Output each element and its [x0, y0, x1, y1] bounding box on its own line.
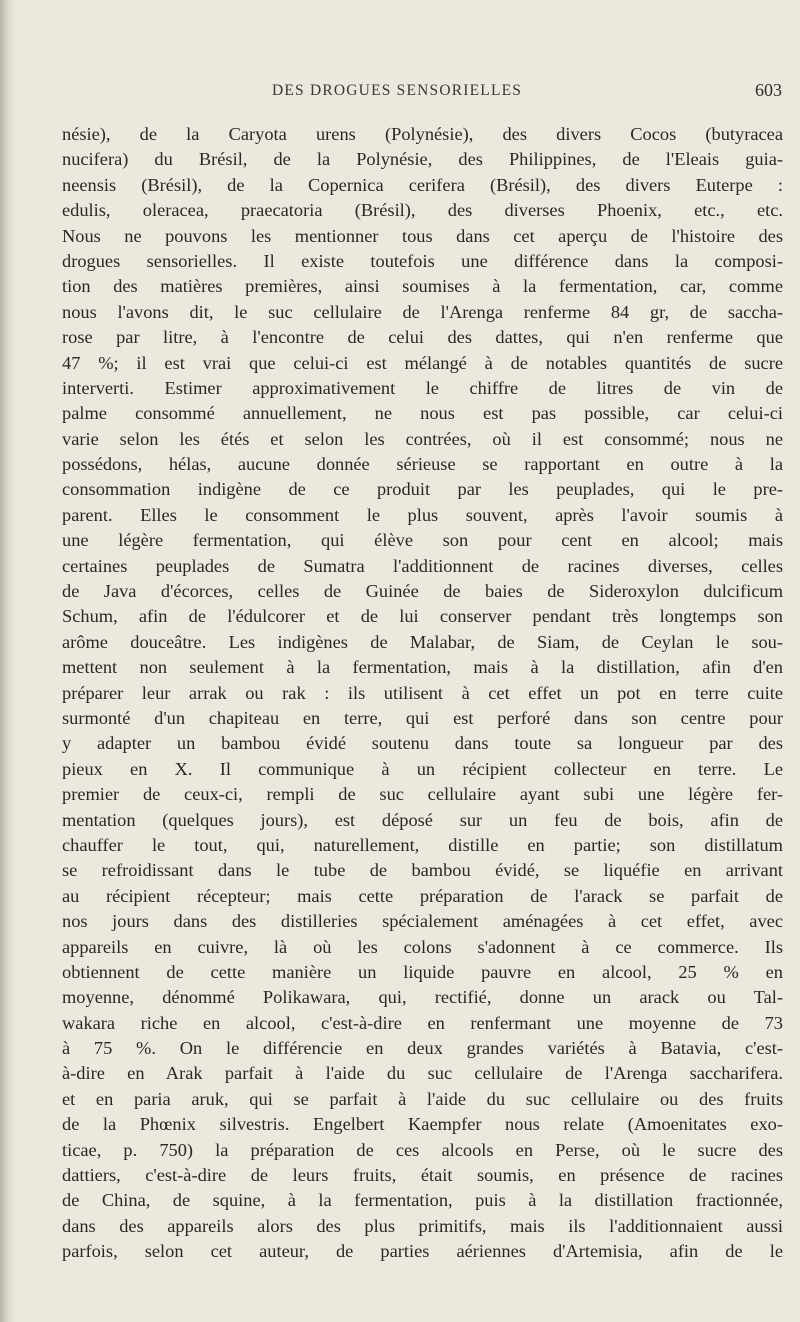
- text-line: possédons, hélas, aucune donnée sérieuse se rapportant en outre à la: [62, 454, 783, 475]
- text-line: à 75 %. On le différencie en deux grandes variétés à Batavia, c'est-: [62, 1038, 783, 1059]
- text-line: Schum, afin de l'édulcorer et de lui conserver pendant très longtemps son: [62, 606, 783, 627]
- text-line: dans des appareils alors des plus primitifs, mais ils l'additionnaient aussi: [62, 1215, 783, 1236]
- text-line: se refroidissant dans le tube de bambou évidé, se liquéfie en arrivant: [62, 860, 783, 881]
- text-line: obtiennent de cette manière un liquide pauvre en alcool, 25 % en: [62, 961, 783, 982]
- text-line: certaines peuplades de Sumatra l'additionnent de racines diverses, celles: [62, 555, 783, 576]
- text-line: surmonté d'un chapiteau en terre, qui est perforé dans son centre pour: [62, 707, 783, 728]
- page-header: [62, 82, 782, 106]
- text-line: pieux en X. Il communique à un récipient collecteur en terre. Le: [62, 758, 783, 779]
- text-line: à-dire en Arak parfait à l'aide du suc cellulaire de l'Arenga saccharifera.: [62, 1063, 783, 1084]
- text-line: préparer leur arrak ou rak : ils utilisent à cet effet un pot en terre cuite: [62, 682, 783, 703]
- text-line: parent. Elles le consomment le plus souvent, après l'avoir soumis à: [62, 504, 783, 525]
- text-line: appareils en cuivre, là où les colons s'adonnent à ce commerce. Ils: [62, 936, 783, 957]
- text-line: dattiers, c'est-à-dire de leurs fruits, était soumis, en présence de racines: [62, 1165, 783, 1186]
- text-line: drogues sensorielles. Il existe toutefois une différence dans la composi-: [62, 250, 783, 271]
- text-line: de la Phœnix silvestris. Engelbert Kaempfer nous relate (Amoenitates exo-: [62, 1114, 783, 1135]
- text-line: edulis, oleracea, praecatoria (Brésil), des diverses Phoenix, etc., etc.: [62, 200, 783, 221]
- text-line: Nous ne pouvons les mentionner tous dans cet aperçu de l'histoire des: [62, 225, 783, 246]
- body-text: [62, 122, 783, 1265]
- text-line: neensis (Brésil), de la Copernica cerifera (Brésil), des divers Euterpe :: [62, 174, 783, 195]
- text-line: au récipient récepteur; mais cette préparation de l'arack se parfait de: [62, 885, 783, 906]
- text-line: et en paria aruk, qui se parfait à l'aide du suc cellulaire ou des fruits: [62, 1088, 783, 1109]
- text-line: 47 %; il est vrai que celui-ci est mélangé à de notables quantités de sucre: [62, 352, 783, 373]
- text-line: ticae, p. 750) la préparation de ces alcools en Perse, où le sucre des: [62, 1139, 783, 1160]
- text-line: mentation (quelques jours), est déposé sur un feu de bois, afin de: [62, 809, 783, 830]
- text-line: parfois, selon cet auteur, de parties aériennes d'Artemisia, afin de le: [62, 1241, 783, 1262]
- text-line: wakara riche en alcool, c'est-à-dire en renfermant une moyenne de 73: [62, 1012, 783, 1033]
- text-line: chauffer le tout, qui, naturellement, distille en partie; son distillatum: [62, 834, 783, 855]
- text-line: rose par litre, à l'encontre de celui des dattes, qui n'en renferme que: [62, 327, 783, 348]
- text-line: nucifera) du Brésil, de la Polynésie, des Philippines, de l'Eleais guia-: [62, 149, 783, 170]
- text-line: une légère fermentation, qui élève son pour cent en alcool; mais: [62, 530, 783, 551]
- page-number: 603: [755, 80, 782, 100]
- text-line: nous l'avons dit, le suc cellulaire de l'Arenga renferme 84 gr, de saccha-: [62, 301, 783, 322]
- text-line: y adapter un bambou évidé soutenu dans toute sa longueur par des: [62, 733, 783, 754]
- text-line: premier de ceux-ci, rempli de suc cellulaire ayant subi une légère fer-: [62, 784, 783, 805]
- text-line: moyenne, dénommé Polikawara, qui, rectifié, donne un arack ou Tal-: [62, 987, 783, 1008]
- text-line: de China, de squine, à la fermentation, puis à la distillation fractionnée,: [62, 1190, 783, 1211]
- text-line: de Java d'écorces, celles de Guinée de baies de Sideroxylon dulcificum: [62, 581, 783, 602]
- text-line: arôme douceâtre. Les indigènes de Malabar, de Siam, de Ceylan le sou-: [62, 631, 783, 652]
- text-line: consommation indigène de ce produit par les peuplades, qui le pre-: [62, 479, 783, 500]
- text-line: varie selon les étés et selon les contrées, où il est consommé; nous ne: [62, 428, 783, 449]
- text-line: interverti. Estimer approximativement le chiffre de litres de vin de: [62, 377, 783, 398]
- page-binding-shadow: [0, 0, 16, 1322]
- text-line: mettent non seulement à la fermentation, mais à la distillation, afin d'en: [62, 657, 783, 678]
- text-line: palme consommé annuellement, ne nous est pas possible, car celui-ci: [62, 403, 783, 424]
- running-head: DES DROGUES SENSORIELLES: [272, 82, 523, 99]
- text-line: nésie), de la Caryota urens (Polynésie), des divers Cocos (butyracea: [62, 124, 783, 144]
- text-line: nos jours dans des distilleries spécialement aménagées à cet effet, avec: [62, 911, 783, 932]
- text-line: tion des matières premières, ainsi soumises à la fermentation, car, comme: [62, 276, 783, 297]
